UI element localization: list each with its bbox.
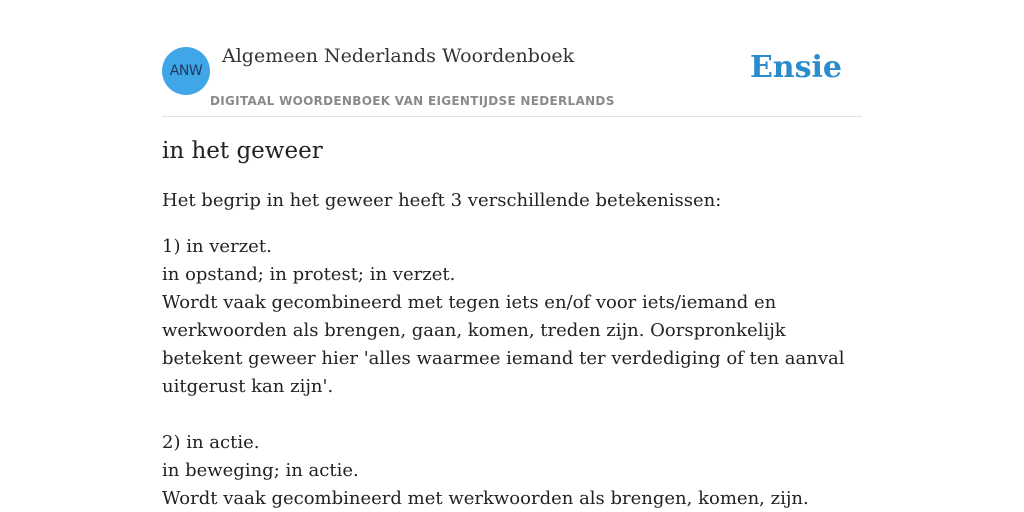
site-subtitle: DIGITAAL WOORDENBOEK VAN EIGENTIJDSE NEDERLANDS [210, 94, 615, 108]
ensie-brand-link[interactable]: Ensie [749, 50, 842, 85]
anw-logo[interactable]: ANW [162, 47, 210, 95]
sense-synonyms: in beweging; in actie. [162, 460, 359, 481]
sense-1 [162, 233, 862, 401]
entry-intro: Het begrip in het geweer heeft 3 verschillende betekenissen: [162, 190, 722, 211]
sense-2 [162, 429, 862, 512]
sense-synonyms: in opstand; in protest; in verzet. [162, 264, 456, 285]
site-header [162, 0, 862, 117]
sense-heading: 1) in verzet. [162, 236, 272, 257]
sense-note: Wordt vaak gecombineerd met werkwoorden als brengen, komen, zijn. [162, 488, 809, 509]
sense-heading: 2) in actie. [162, 432, 260, 453]
entry-content [162, 138, 862, 512]
sense-note: Wordt vaak gecombineerd met tegen iets en/of voor iets/iemand en werkwoorden als brengen, gaan, komen, treden zijn. Oorspronkelijk betekent geweer hier 'alles waarmee iemand ter verdediging of ten aanval uitgerust kan zijn'. [162, 292, 845, 397]
page-title: in het geweer [162, 138, 323, 164]
site-title[interactable]: Algemeen Nederlands Woordenboek [222, 45, 575, 67]
